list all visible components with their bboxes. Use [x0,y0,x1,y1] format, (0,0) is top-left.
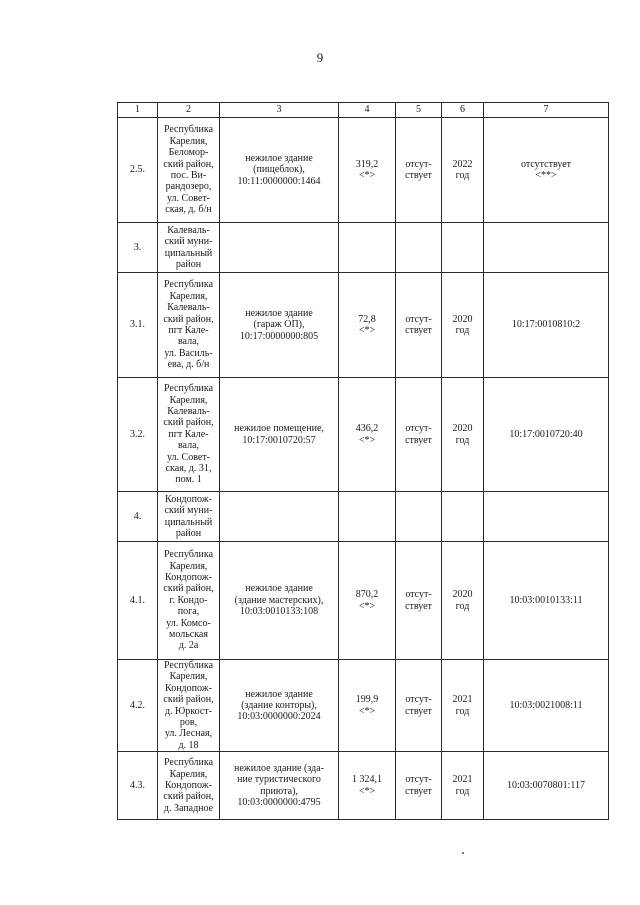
table-row [118,492,609,542]
header-cell: 7 [484,103,609,118]
row-number-cell: 4.1. [118,542,158,660]
address-cell: Республика Карелия, Калеваль- ский район, пгт Кале- вала, ул. Совет- ская, д. 31, пом. 1 [158,378,220,492]
area-cell [339,223,396,273]
cadastral-number-cell: 10:17:0010720:40 [484,378,609,492]
table-row [118,542,609,660]
header-cell: 3 [220,103,339,118]
owner-cell [396,223,442,273]
object-description-cell: нежилое помещение, 10:17:0010720:57 [220,378,339,492]
year-cell [442,492,484,542]
area-cell: 72,8 <*> [339,273,396,378]
area-cell: 436,2 <*> [339,378,396,492]
row-number-cell: 3. [118,223,158,273]
owner-cell [396,492,442,542]
table-header-row [118,103,609,118]
row-number-cell: 2.5. [118,118,158,223]
cadastral-number-cell: отсутствует <**> [484,118,609,223]
address-cell: Республика Карелия, Беломор- ский район, пос. Ви- рандозеро, ул. Совет- ская, д. б/н [158,118,220,223]
table-row [118,660,609,752]
property-table [117,102,609,820]
object-description-cell: нежилое здание (гараж ОП), 10:17:0000000:805 [220,273,339,378]
header-cell: 1 [118,103,158,118]
row-number-cell: 4.3. [118,752,158,820]
owner-cell: отсут- ствует [396,542,442,660]
year-cell: 2020 год [442,273,484,378]
address-cell: Республика Карелия, Кондопож- ский район, д. Западное [158,752,220,820]
area-cell [339,492,396,542]
year-cell: 2021 год [442,752,484,820]
area-cell: 319,2 <*> [339,118,396,223]
address-cell: Кондопож- ский муни- ципальный район [158,492,220,542]
header-cell: 5 [396,103,442,118]
table-row [118,752,609,820]
header-cell: 2 [158,103,220,118]
scan-speck [462,852,464,854]
address-cell: Калеваль- ский муни- ципальный район [158,223,220,273]
year-cell: 2021 год [442,660,484,752]
table-row [118,378,609,492]
area-cell: 199,9 <*> [339,660,396,752]
page-number: 9 [316,50,324,65]
area-cell: 1 324,1 <*> [339,752,396,820]
address-cell: Республика Карелия, Калеваль- ский район, пгт Кале- вала, ул. Василь- ева, д. б/н [158,273,220,378]
header-cell: 6 [442,103,484,118]
owner-cell: отсут- ствует [396,378,442,492]
row-number-cell: 3.1. [118,273,158,378]
year-cell: 2020 год [442,542,484,660]
row-number-cell: 4.2. [118,660,158,752]
owner-cell: отсут- ствует [396,118,442,223]
year-cell: 2020 год [442,378,484,492]
owner-cell: отсут- ствует [396,660,442,752]
row-number-cell: 4. [118,492,158,542]
object-description-cell [220,223,339,273]
object-description-cell: нежилое здание (зда- ние туристического приюта), 10:03:0000000:4795 [220,752,339,820]
year-cell: 2022 год [442,118,484,223]
cadastral-number-cell: 10:03:0021008:11 [484,660,609,752]
cadastral-number-cell: 10:17:0010810:2 [484,273,609,378]
owner-cell: отсут- ствует [396,273,442,378]
object-description-cell [220,492,339,542]
row-number-cell: 3.2. [118,378,158,492]
area-cell: 870,2 <*> [339,542,396,660]
owner-cell: отсут- ствует [396,752,442,820]
table-row [118,273,609,378]
address-cell: Республика Карелия, Кондопож- ский район, г. Кондо- пога, ул. Комсо- мольская д. 2а [158,542,220,660]
object-description-cell: нежилое здание (здание мастерских), 10:03:0010133:108 [220,542,339,660]
table-row [118,223,609,273]
address-cell: Республика Карелия, Кондопож- ский район, д. Юркост- ров, ул. Лесная, д. 18 [158,660,220,752]
cadastral-number-cell [484,223,609,273]
cadastral-number-cell: 10:03:0070801:117 [484,752,609,820]
cadastral-number-cell: 10:03:0010133:11 [484,542,609,660]
object-description-cell: нежилое здание (здание конторы), 10:03:0000000:2024 [220,660,339,752]
cadastral-number-cell [484,492,609,542]
table-body [118,103,609,820]
table-row [118,118,609,223]
header-cell: 4 [339,103,396,118]
object-description-cell: нежилое здание (пищеблок), 10:11:0000000:1464 [220,118,339,223]
year-cell [442,223,484,273]
